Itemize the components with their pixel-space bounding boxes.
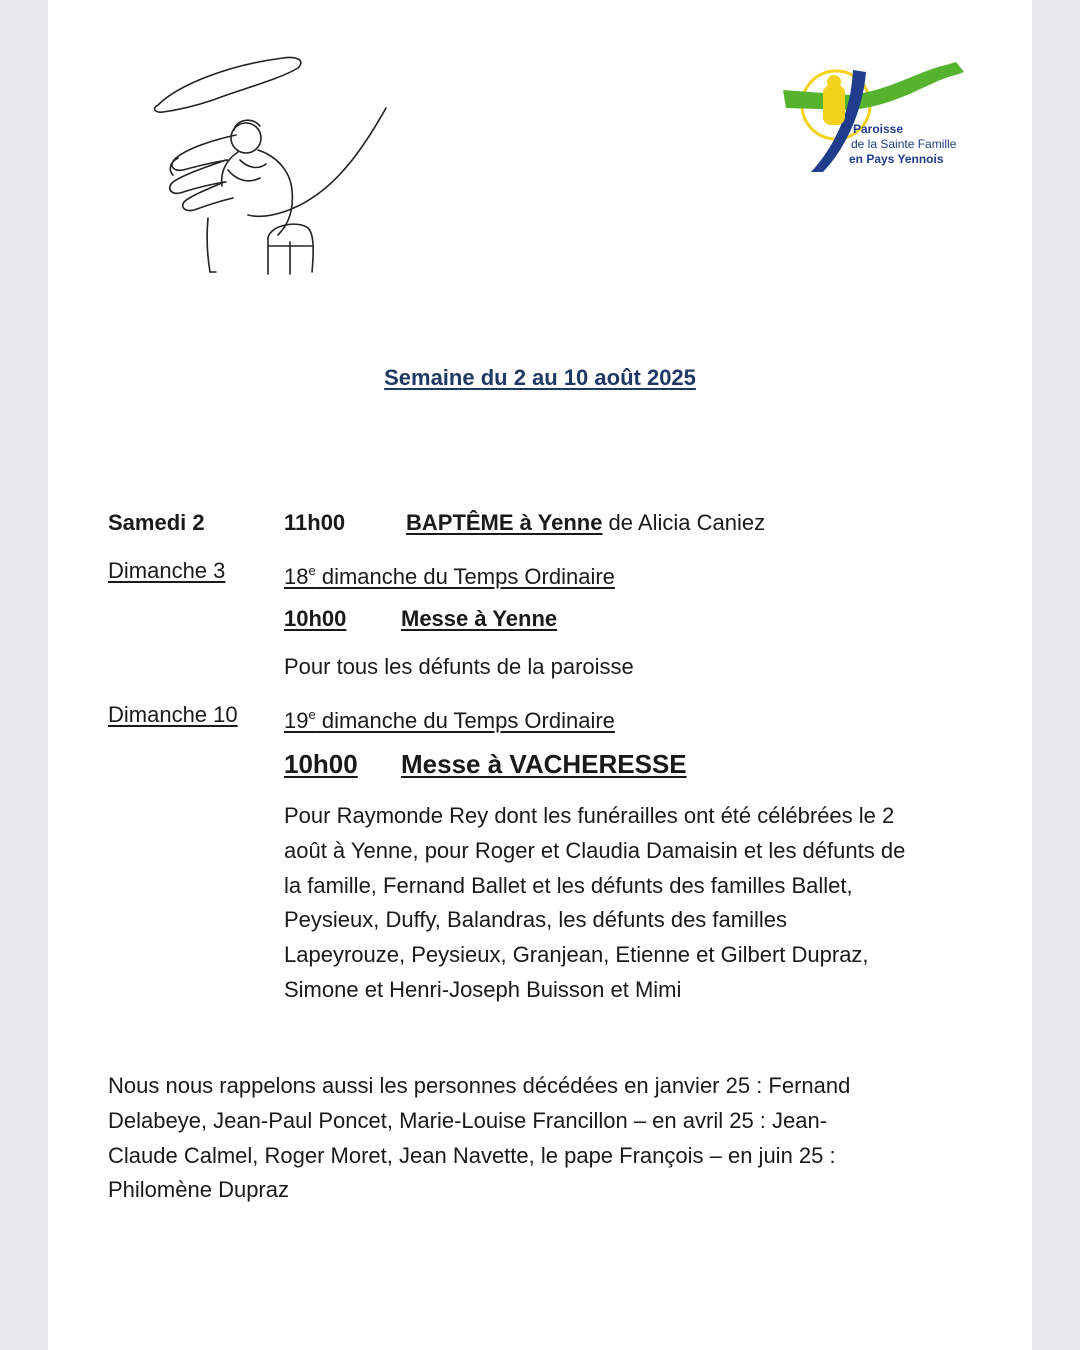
intention-sunday-3: Pour tous les défunts de la paroisse (284, 654, 634, 679)
intention-line: Lapeyrouze, Peysieux, Granjean, Etienne et Gilbert Dupraz, (284, 942, 869, 968)
liturgy-number: 18 (284, 564, 309, 589)
day-sunday-3: Dimanche 3 (108, 558, 226, 583)
logo-line-3: en Pays Yennois (849, 152, 944, 166)
event-sunday-3: Messe à Yenne (401, 606, 558, 631)
logo-line-1: Paroisse (853, 122, 904, 136)
liturgy-number: 19 (284, 708, 309, 733)
remembrance-line: Claude Calmel, Roger Moret, Jean Navette, le pape François – en juin 25 : (108, 1142, 836, 1168)
remembrance-line: Nous nous rappelons aussi les personnes décédées en janvier 25 : Fernand (108, 1073, 851, 1098)
week-title: Semaine du 2 au 10 août 2025 (384, 365, 696, 390)
event-saturday-title: BAPTÊME à Yenne (406, 510, 603, 535)
intention-sunday-10 (284, 799, 905, 1008)
intention-line: la famille, Fernand Ballet et les défunts des familles Ballet, (284, 872, 853, 898)
intention-line: août à Yenne, pour Roger et Claudia Damaisin et les défunts de (284, 837, 906, 863)
liturgy-ordinal: e (308, 563, 316, 578)
remembrance-paragraph (108, 1069, 850, 1208)
remembrance-line: Delabeye, Jean-Paul Poncet, Marie-Louise Francillon – en avril 25 : Jean- (108, 1107, 828, 1133)
liturgy-sunday-3 (284, 557, 615, 591)
parish-logo (781, 50, 1021, 180)
hand-sheltering-child-illustration (118, 50, 398, 280)
day-sunday-10: Dimanche 10 (108, 702, 238, 727)
event-saturday (406, 509, 765, 537)
remembrance-line: Philomène Dupraz (108, 1177, 289, 1203)
time-sunday-10: 10h00 (284, 749, 358, 779)
intention-line: Peysieux, Duffy, Balandras, les défunts des familles (284, 907, 787, 933)
logo-line-2: de la Sainte Famille (851, 137, 957, 151)
document-page (48, 0, 1032, 1350)
time-saturday: 11h00 (284, 510, 346, 535)
day-saturday: Samedi 2 (108, 510, 205, 535)
event-sunday-10: Messe à VACHERESSE (401, 749, 687, 779)
intention-line: Pour Raymonde Rey dont les funérailles ont été célébrées le 2 (284, 803, 895, 828)
liturgy-ordinal: e (308, 707, 316, 722)
liturgy-name: dimanche du Temps Ordinaire (315, 564, 615, 589)
event-saturday-detail: de Alicia Caniez (602, 510, 766, 535)
intention-line: Simone et Henri-Joseph Buisson et Mimi (284, 976, 682, 1002)
liturgy-name: dimanche du Temps Ordinaire (315, 708, 615, 733)
liturgy-sunday-10 (284, 701, 615, 735)
time-sunday-3: 10h00 (284, 606, 347, 631)
